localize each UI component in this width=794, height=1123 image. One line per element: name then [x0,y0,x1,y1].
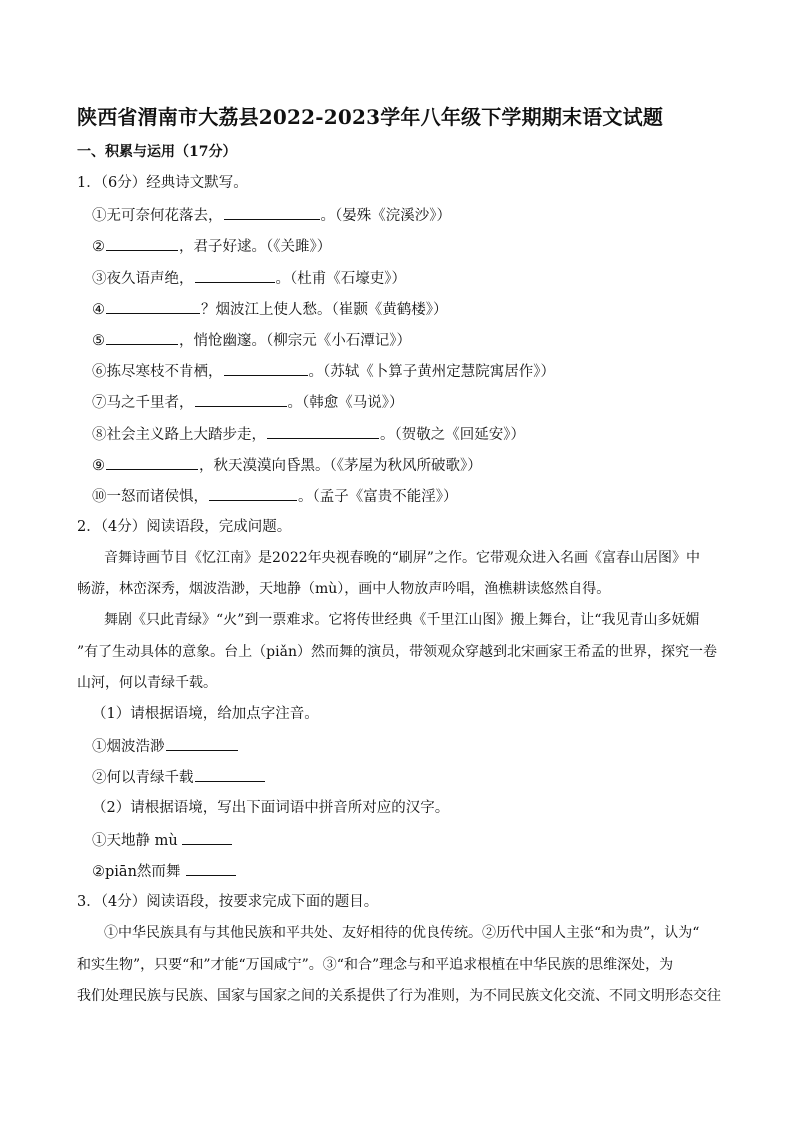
q1-item-3-text: ③夜久语声绝， [92,271,194,287]
answer-blank[interactable] [106,455,198,470]
q1-item-8 [92,424,525,445]
q1-item-9 [92,455,482,476]
answer-blank[interactable] [106,299,200,314]
q2-sub1-item-a-text: ①烟波浩渺 [92,739,165,755]
answer-blank[interactable] [209,486,297,501]
q2-paragraph-2-line-3: 山河，何以青绿千载。 [77,675,217,691]
answer-blank[interactable] [195,392,287,407]
q1-item-9-source: ，秋天漠漠向昏黑。（《茅屋为秋风所破歌》） [199,458,482,474]
q2-paragraph-2-line-2: ”有了生动具体的意象。台上（piǎn）然而舞的演员，带领观众穿越到北宋画家王希孟的世界，探究一卷 [77,644,717,660]
answer-blank[interactable] [224,361,308,376]
q2-paragraph-2-line-1: 舞剧《只此青绿》“火”到一票难求。它将传世经典《千里江山图》搬上舞台，让“我见青山多妩媚 [104,612,700,628]
question-3-stem: 3．（4分）阅读语段，按要求完成下面的题目。 [77,894,379,910]
q3-passage-line-3: 我们处理民族与民族、国家与国家之间的关系提供了行为准则，为不同民族文化交流、不同文明形态交往 [77,988,721,1004]
q1-item-6-text: ⑥拣尽寒枝不肯栖， [92,364,223,380]
q2-sub2-item-b-text: ②piān然而舞 [92,864,181,880]
q1-item-1 [92,205,451,226]
q1-item-2-text: ② [92,239,105,255]
q1-item-10-text: ⑩一怒而诸侯惧， [92,489,208,505]
q1-item-5-source: ，悄怆幽邃。（柳宗元《小石潭记》） [179,333,411,349]
q2-sub1-item-b [92,767,266,788]
section-heading: 一、积累与运用（17分） [77,144,237,160]
q2-paragraph-1-line-1: 音舞诗画节目《忆江南》是2022年央视春晚的“刷屏”之作。它带观众进入名画《富春山居图》中 [104,550,700,566]
q2-sub-question-2: （2）请根据语境，写出下面词语中拼音所对应的汉字。 [92,800,450,816]
q1-item-7-text: ⑦马之千里者， [92,395,194,411]
answer-blank[interactable] [195,767,265,782]
q1-item-8-source: 。（贺敬之《回延安》） [380,427,525,443]
q3-passage-line-1: ①中华民族具有与其他民族和平共处、友好相待的优良传统。②历代中国人主张“和为贵”，认为“ [104,925,700,941]
q1-item-3 [92,268,406,289]
q1-item-1-text: ①无可奈何花落去， [92,208,223,224]
q1-item-6-source: 。（苏轼《卜算子黄州定慧院寓居作》） [308,364,555,380]
q2-paragraph-1-line-2: 畅游，林峦深秀，烟波浩渺，天地静（mù），画中人物放声吟唱，渔樵耕读悠然自得。 [77,581,611,597]
q1-item-1-source: 。（晏殊《浣溪沙》） [320,208,451,224]
answer-blank[interactable] [106,236,178,251]
answer-blank[interactable] [182,830,232,845]
q1-item-2 [92,236,331,257]
q1-item-8-text: ⑧社会主义路上大踏步走， [92,427,266,443]
answer-blank[interactable] [267,424,379,439]
q1-item-5-text: ⑤ [92,333,105,349]
q1-item-9-text: ⑨ [92,458,105,474]
q1-item-10-source: 。（孟子《富贵不能淫》） [298,489,458,505]
answer-blank[interactable] [224,205,320,220]
q2-sub2-item-a-text: ①天地静 mù [92,833,178,849]
answer-blank[interactable] [106,330,178,345]
question-1-stem: 1．（6分）经典诗文默写。 [77,175,248,191]
q1-item-4-text: ④ [92,302,105,318]
page-title: 陕西省渭南市大荔县2022-2023学年八年级下学期期末语文试题 [77,105,664,129]
q1-item-7-source: 。（韩愈《马说》） [287,395,404,411]
answer-blank[interactable] [195,268,275,283]
q1-item-3-source: 。（杜甫《石壕吏》） [275,271,406,287]
q2-sub1-item-a [92,736,239,757]
q1-item-5 [92,330,411,351]
q2-sub2-item-a [92,830,233,851]
q3-passage-line-2: 和实生物”，只要“和”才能“万国咸宁”。③“和合”理念与和平追求根植在中华民族的思维深处，为 [77,957,674,973]
question-2-stem: 2．（4分）阅读语段，完成问题。 [77,519,292,535]
answer-blank[interactable] [186,861,236,876]
q1-item-4 [92,299,448,320]
answer-blank[interactable] [166,736,238,751]
q2-sub-question-1: （1）请根据语境，给加点字注音。 [92,706,319,722]
q2-sub2-item-b [92,861,237,882]
q1-item-10 [92,486,458,507]
q1-item-2-source: ，君子好逑。（《关雎》） [179,239,332,255]
q1-item-7 [92,392,404,413]
q1-item-4-source: ？烟波江上使人愁。（崔颢《黄鹤楼》） [201,302,448,318]
q1-item-6 [92,361,555,382]
q2-sub1-item-b-text: ②何以青绿千载 [92,770,194,786]
